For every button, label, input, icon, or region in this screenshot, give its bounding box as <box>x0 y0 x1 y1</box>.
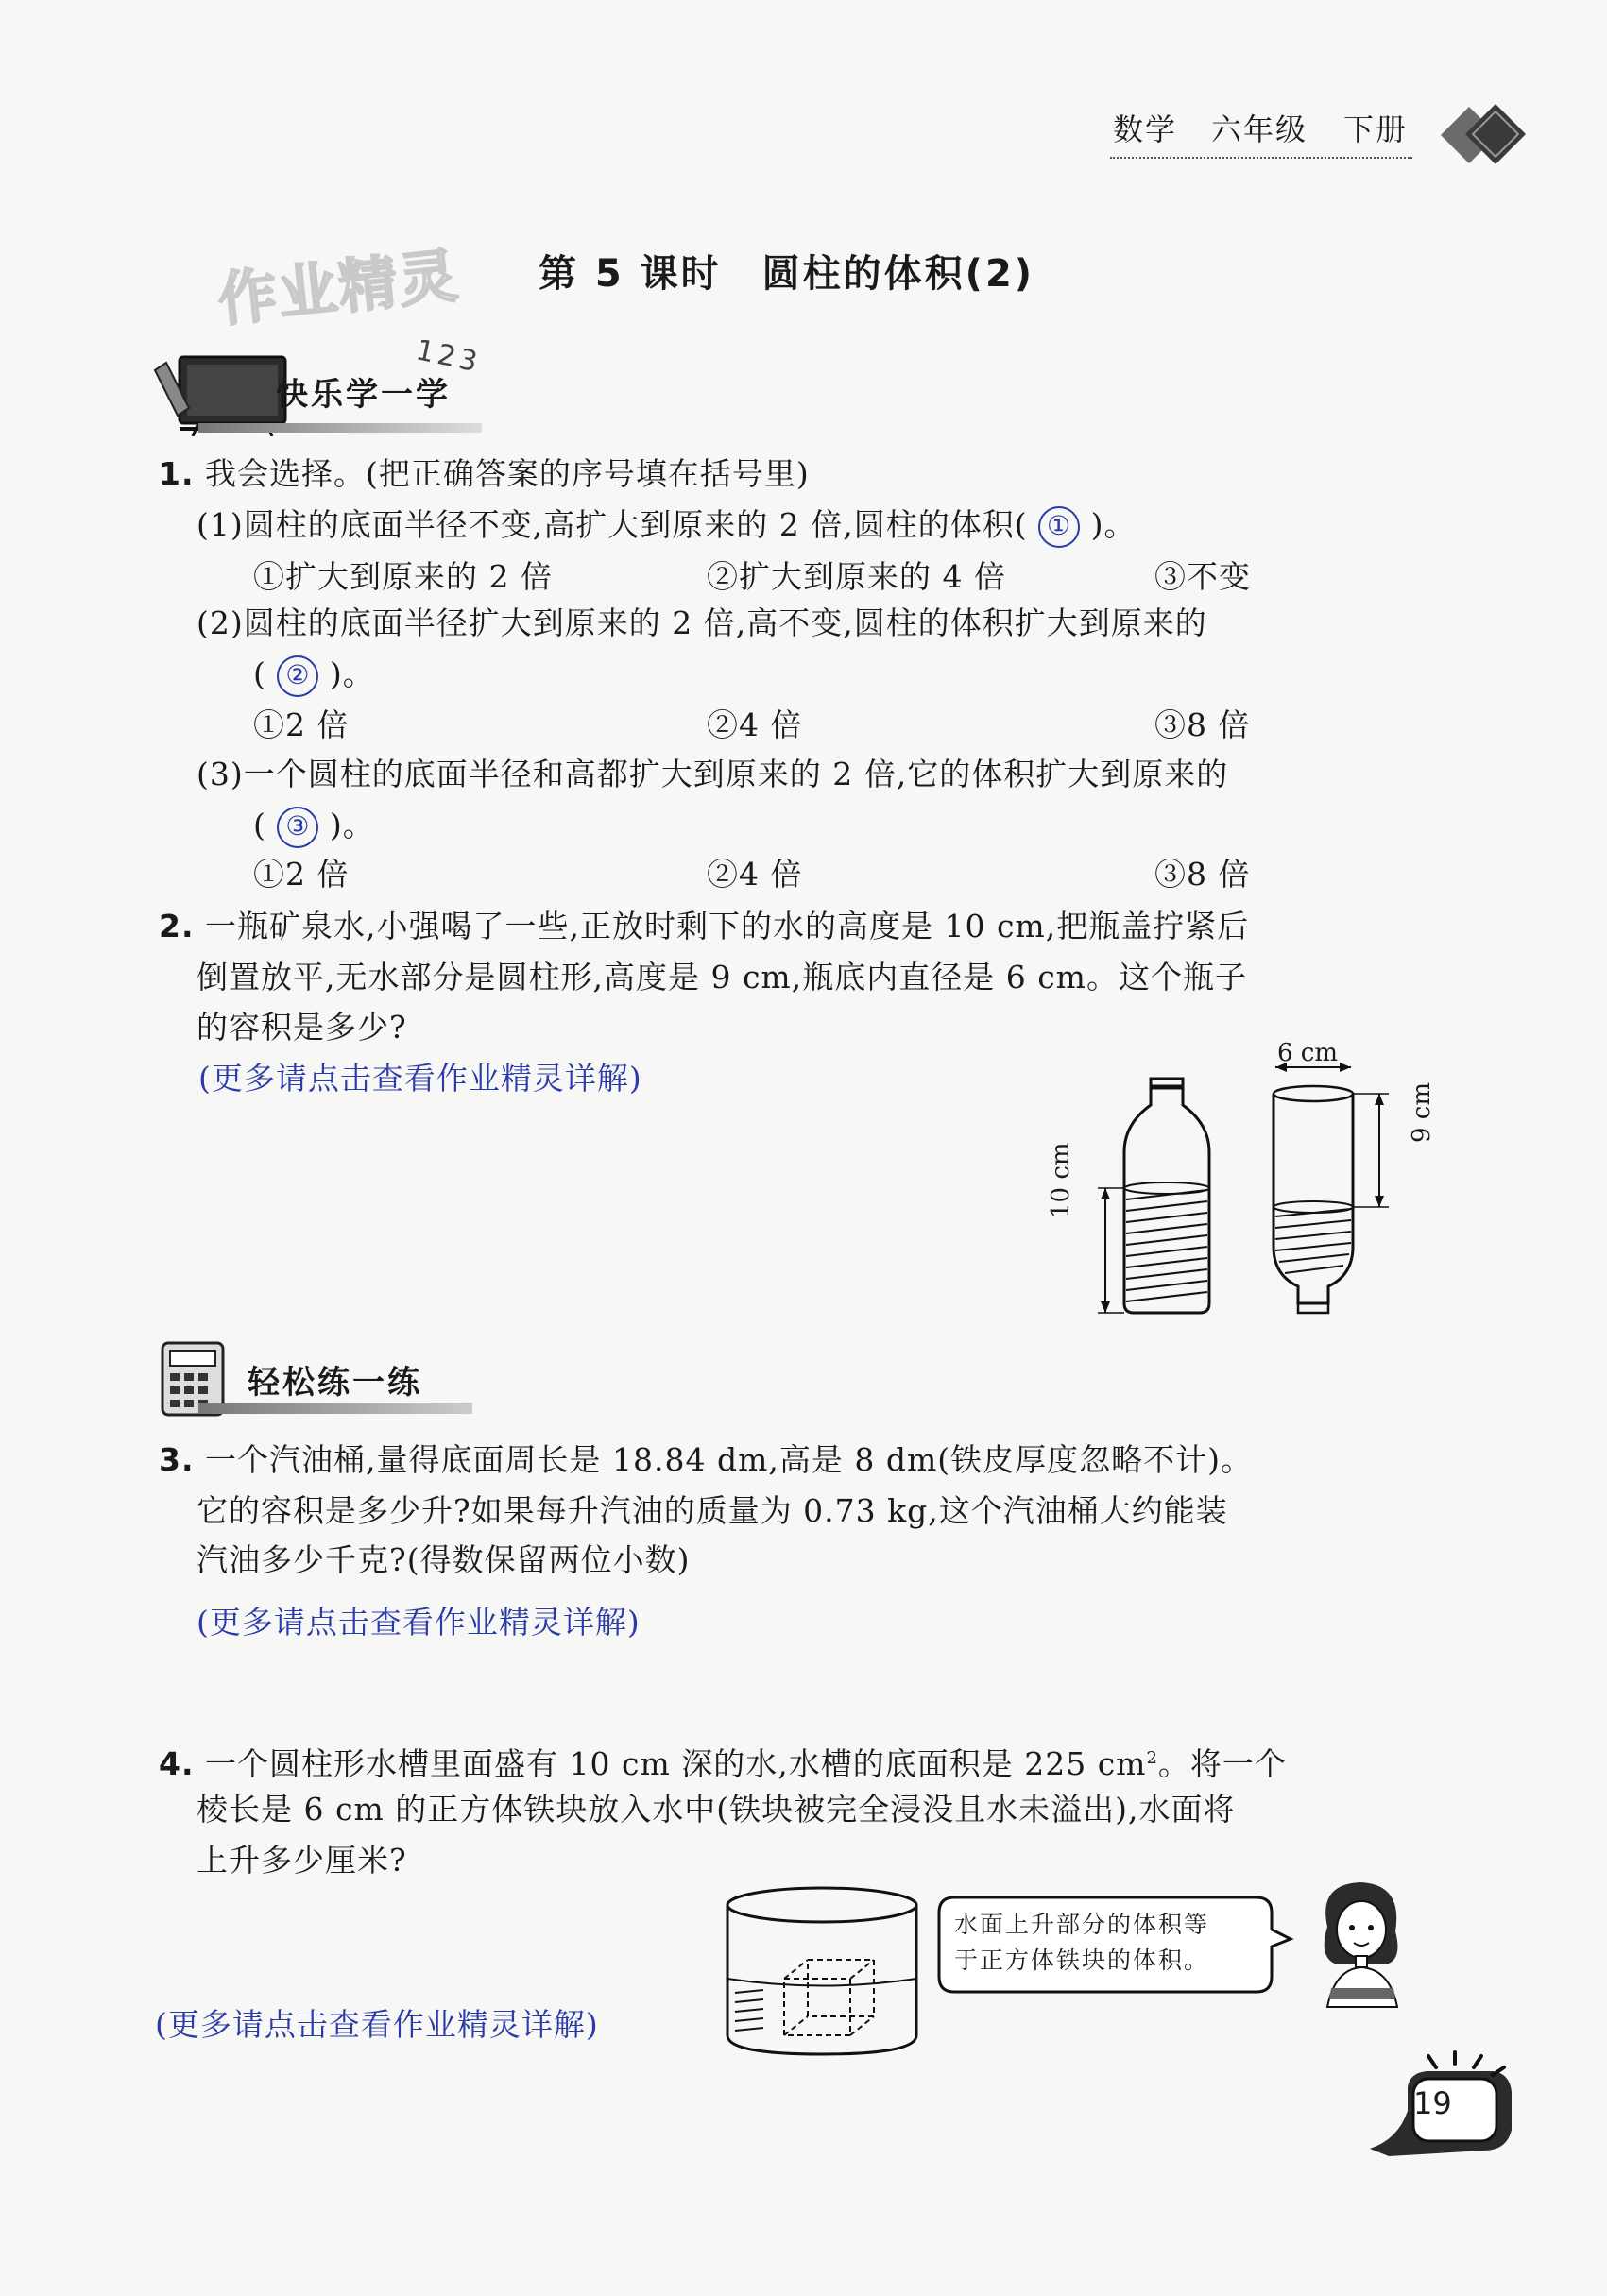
q1-sub1 <box>197 501 1136 550</box>
q4-tank-figure <box>718 1884 926 2064</box>
q1-sub1-option-2: ②扩大到原来的 4 倍 <box>707 558 1006 595</box>
q1-sub1-answer: ① <box>1038 506 1080 548</box>
q4-number: 4. <box>159 1745 195 1782</box>
q2-label-10cm: 10 cm <box>1047 1142 1075 1218</box>
q1-sub1-option-3: ③不变 <box>1154 558 1251 595</box>
q4-line2: 棱长是 6 cm 的正方体铁块放入水中(铁块被完全浸没且水未溢出),水面将 <box>197 1791 1236 1828</box>
q1-sub2-answer: ② <box>277 655 318 697</box>
q1-sub3-line1: (3)一个圆柱的底面半径和高都扩大到原来的 2 倍,它的体积扩大到原来的 <box>197 756 1229 792</box>
q2-line1: 2. 一瓶矿泉水,小强喝了一些,正放时剩下的水的高度是 10 cm,把瓶盖拧紧后 <box>159 908 1250 944</box>
brand-logo: 作业精灵 <box>214 240 463 335</box>
q4-hint-line2: 于正方体铁块的体积。 <box>954 1947 1210 1974</box>
section-learn-title: 快乐学一学 <box>276 376 451 414</box>
q1-number: 1. <box>159 455 195 492</box>
q1-sub1-close: )。 <box>1090 506 1137 543</box>
header-diamond-icon <box>1431 102 1535 168</box>
q2-line3: 的容积是多少? <box>197 1009 407 1046</box>
q1-sub3-option-1: ①2 倍 <box>253 856 350 893</box>
girl-illustration <box>1308 1875 1412 2016</box>
q1-sub2-option-1: ①2 倍 <box>253 706 350 743</box>
header-subject: 数学 <box>1113 111 1178 147</box>
q2-label-9cm: 9 cm <box>1408 1081 1436 1143</box>
q1-sub1-option-1: ①扩大到原来的 2 倍 <box>253 558 553 595</box>
q1-sub3-answer-line: ( ③ )。 <box>253 801 375 850</box>
q1-text: 我会选择。(把正确答案的序号填在括号里) <box>205 455 810 492</box>
q3-line1: 3. 一个汽油桶,量得底面周长是 18.84 dm,高是 8 dm(铁皮厚度忽略不计)。 <box>159 1441 1253 1478</box>
q3-line3: 汽油多少千克?(得数保留两位小数) <box>197 1541 691 1578</box>
q1-sub2-option-3: ③8 倍 <box>1154 706 1251 743</box>
q4-solution-link[interactable]: (更多请点击查看作业精灵详解) <box>155 2006 599 2043</box>
header-divider <box>1110 157 1412 159</box>
section-learn-underbar <box>198 423 482 433</box>
q4-line1: 4. 一个圆柱形水槽里面盛有 10 cm 深的水,水槽的底面积是 225 $cm^2$。将一个 <box>159 1745 1287 1782</box>
q1-sub1-text: (1)圆柱的底面半径不变,高扩大到原来的 2 倍,圆柱的体积( <box>197 506 1028 543</box>
q1-sub3-answer: ③ <box>277 807 318 848</box>
section-practice-underbar <box>198 1403 472 1414</box>
header-grade: 六年级 <box>1211 111 1308 147</box>
section-practice-title: 轻松练一练 <box>248 1364 422 1402</box>
q4-hint-line1: 水面上升部分的体积等 <box>954 1911 1210 1938</box>
q1-sub3-option-2: ②4 倍 <box>707 856 803 893</box>
page-number: 19 <box>1413 2085 1452 2121</box>
q1-prompt <box>159 450 810 499</box>
lesson-title: 第 5 课时 圆柱的体积(2) <box>539 252 1035 296</box>
q4-line3: 上升多少厘米? <box>197 1842 407 1879</box>
q2-line2: 倒置放平,无水部分是圆柱形,高度是 9 cm,瓶底内直径是 6 cm。这个瓶子 <box>197 959 1247 995</box>
q2-label-6cm: 6 cm <box>1277 1039 1339 1067</box>
header-volume: 下册 <box>1343 111 1409 147</box>
q2-solution-link[interactable]: (更多请点击查看作业精灵详解) <box>198 1060 642 1097</box>
q3-number: 3. <box>159 1441 195 1478</box>
q1-sub2-option-2: ②4 倍 <box>707 706 803 743</box>
q2-number: 2. <box>159 908 195 944</box>
q1-sub3-option-3: ③8 倍 <box>1154 856 1251 893</box>
q3-line2: 它的容积是多少升?如果每升汽油的质量为 0.73 kg,这个汽油桶大约能装 <box>197 1492 1228 1529</box>
section-learn-numbers: 123 <box>413 333 485 380</box>
q1-sub2-line1: (2)圆柱的底面半径扩大到原来的 2 倍,高不变,圆柱的体积扩大到原来的 <box>197 604 1207 641</box>
q2-bottle-upright-figure <box>1058 1048 1228 1322</box>
q1-sub2-answer-line: ( ② )。 <box>253 650 375 699</box>
q3-solution-link[interactable]: (更多请点击查看作业精灵详解) <box>197 1604 641 1641</box>
